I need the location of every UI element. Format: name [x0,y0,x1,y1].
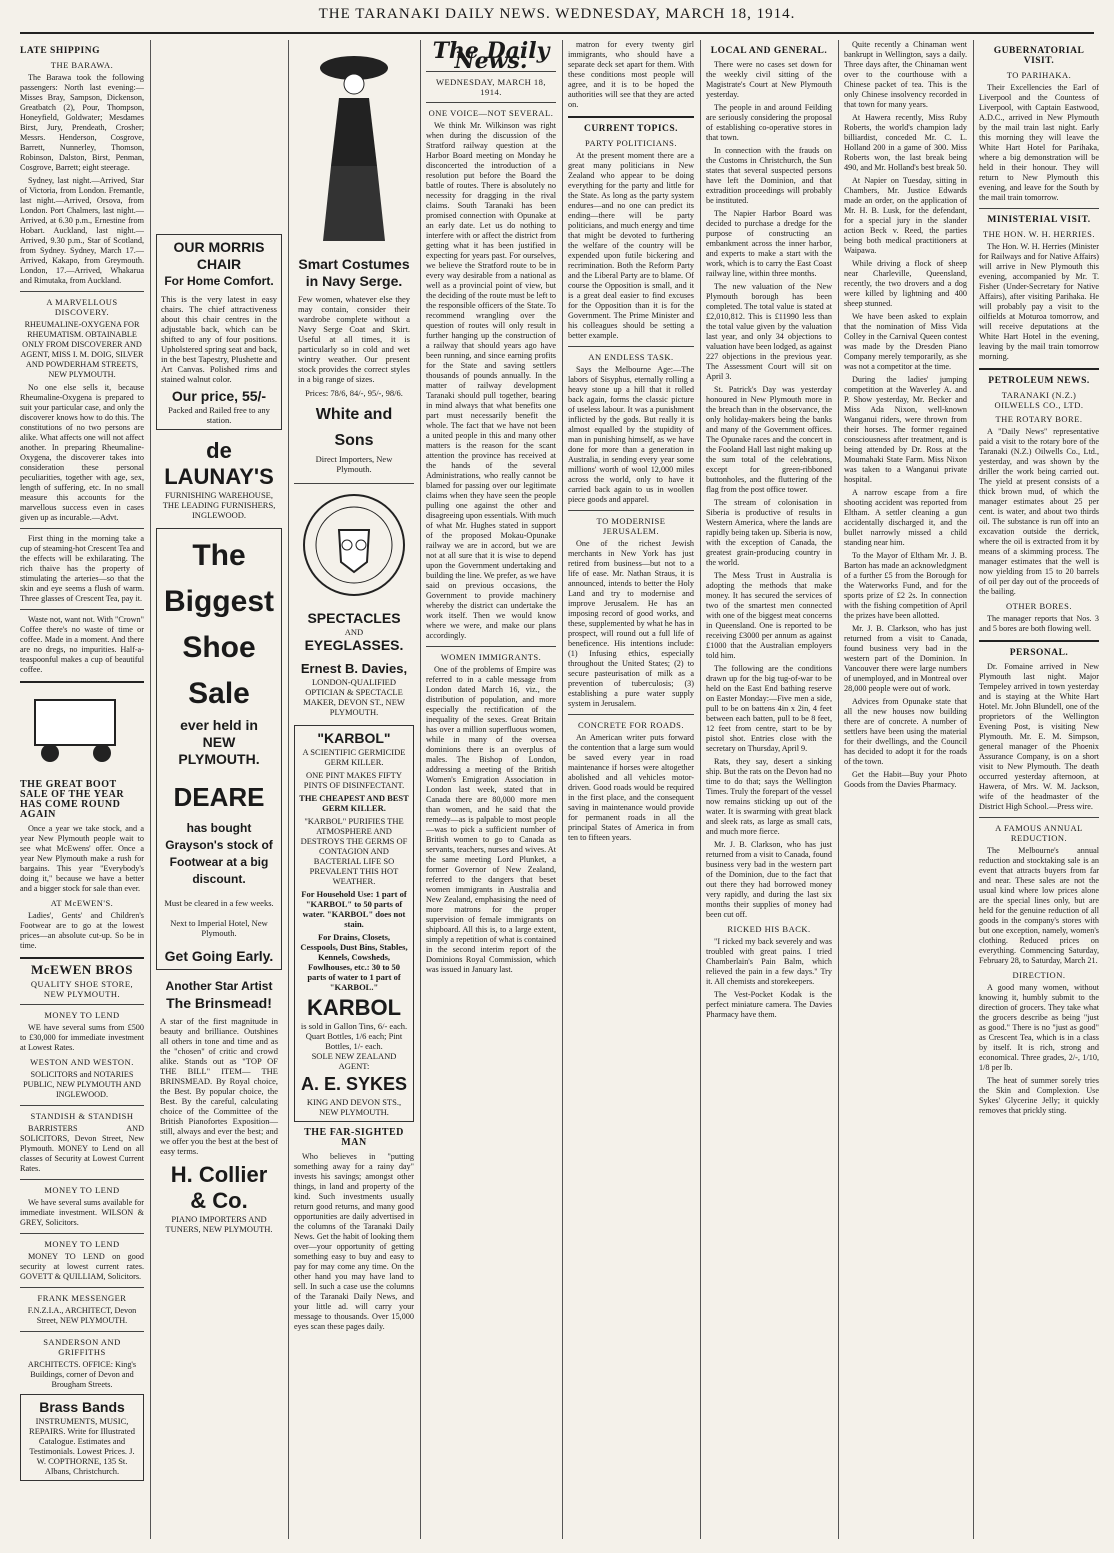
money2-heading: MONEY TO LEND [44,1185,120,1195]
brinsmead-line-1: Another Star Artist [165,979,273,993]
messenger-heading: FRANK MESSENGER [37,1293,127,1303]
karbol-cheap: THE CHEAPEST AND BEST GERM KILLER. [299,793,409,813]
collier-sub: PIANO IMPORTERS AND TUNERS, NEW PLYMOUTH. [165,1214,273,1234]
delaunay-ad [156,434,282,524]
endless-task-text: Says the Melbourne Age:—The labors of Sisyphus, eternally rolling a heavy stone up a hill that it rolled back again, forms the classic picture of useless labour. It was a punishment inflicted by the gods. But really it is almost equalled by the stupidity of man in punishing himself, as we have done for more than a generation in Australia, in sending every year some millions' worth of wool 12,000 miles across the world, only to have it carried back again to us in woollen piece goods and apparel. [568,365,694,504]
column-rule [562,40,563,1539]
karbol-big: KARBOL [306,995,402,1020]
petroleum-sub: TARANAKI (N.Z.) OILWELLS CO., LTD. [994,390,1084,410]
deare-note: Must be cleared in a few weeks. [164,898,274,908]
brass-bands-ad [20,1394,144,1481]
women-immigrants-text: One of the problems of Empire was referred to in a cable message from London dated March 16, viz., the distribution of population, and more especially the rectification of the inequality of the sexes. Great Britain has over a million superfluous women, while in many of the oversea dominions there is an overplus of males. The Bishop of London, addressing a meeting of the British Women's Emigration Association in London last week, stated that in Canada there are 80,000 more men than women, and he said that the remedy—as is palpable to most people—was to pick a sufficient number of British women to go to Canada as servants, teachers, nurses and wives. At the same meeting Lord Plunket, a former Governor of New Zealand, referred to the dangers that beset women immigrants in Australia and New Zealand, emphasising the need of more matrons for the proper supervision of female immigrants on shipboard. All this is, to a large extent, simply a repetition of what is contained in the second interim report of the Dominions Royal Commission, which was issued in January last. [426,665,556,974]
column-rule [150,40,151,1539]
col7-text-top: Quite recently a Chinaman went bankrupt in Wellington, says a daily. Three days after, the Chinaman went over to the courthouse with a Chinese packet of tea. This is the only Chinese insolvency recorded in that town for many years. [844,40,967,109]
biggest-word-3: Shoe [182,631,256,664]
boot-sale-illustration [20,695,130,765]
mcewen-sub: QUALITY SHOE STORE, NEW PLYMOUTH. [30,979,134,999]
waverley-text: During the ladies' jumping competition at the Waverley A. and P. Show yesterday, Mr. Becker and Miss Ada Nixon, well-known Wanganui riders, were thrown from their horses. The former regained consciousness after treatment, and is being attended by Dr. Ross at the Moumahaki State Farm. Miss Nixon was taken to a Wanganui private hospital. [844,375,967,484]
karbol-household: For Household Use: 1 part of "KARBOL" to 50 parts of water. "KARBOL" does not stain. [301,889,407,929]
gubernatorial-heading: GUBERNATORIAL VISIT. [993,46,1085,66]
brass-bands-heading: Brass Bands [39,1399,125,1415]
discovery-text: No one else sells it, because Rheumaline-Oxygena is prepared to suit your particular case, and only the discoverer knows how to do this. The constitutions of no two persons are alike. What affects one will not affect another. In preparing Rheumaline-Oxygena, the discoverer takes into consideration these personal peculiarities, together with age, sex, length of suffering, etc. In no small measure this accounts for the marvellous success even in cases given up as incurable.—Advt. [20,383,144,522]
brass-bands-text: INSTRUMENTS, MUSIC, REPAIRS. Write for Illustrated Catalogue. Estimates and Testimonials. Lowest Prices. J. W. COPTHORNE, 135 St. Albans, Christchurch. [29,1416,135,1476]
reduction-text: The Melbourne's annual reduction and stocktaking sale is an event that attracts buyers from far and near. These sales are not the usual kind where low prices alone are the special lines only, but are held for the genuine reduction of all goods in the company's stores with but one exception, namely, women's clothing. Reduced prices on everything. Commencing Saturday, February 28, to Saturday, March 21. [979,846,1099,965]
opunake-text: Advices from Opunake state that all the new houses now building there are of concrete. A number of settlers have been using the material for their dwellings, and the Council has decided to adopt it for the roads of the town. [844,697,967,766]
deare-address: Next to Imperial Hotel, New Plymouth. [170,918,268,938]
column-6 [706,40,832,1539]
herries-text: The Hon. W. H. Herries (Minister for Railways and for Native Affairs) will arrive in New Plymouth this evening, accompanied by Mr. T. Fisher (Under-Secretary for Native Affairs), after visiting Parihaka. He will probably pay a visit to the oilfields at Moturoa tomorrow, and will receive deputations at the White Hart Hotel in the evening, leaving by the mail train tomorrow morning. [979,242,1099,361]
deare-text-2: discount. [192,872,246,886]
endless-task-heading: AN ENDLESS TASK. [588,352,674,362]
crescent-tea-text: First thing in the morning take a cup of steaming-hot Crescent Tea and the effects will be exhilarating. The rich thaive has the property of stimulating the arteries—so that the skin and eye seems a flush of warm. Three glasses of Crescent Tea, pay it. [20,534,144,603]
boot-sale-text: Once a year we take stock, and a year New Plymouth people wait to see what McEwens' offer. Once a year New Plymouth make a rush for bargains. This year "Everybody's doing it," because we have a better and a bigger stock for sale than ever. [20,824,144,893]
biggest-shoe-sale-ad [156,528,282,970]
weston-text: SOLICITORS and NOTARIES PUBLIC, NEW PLYMOUTH AND INGLEWOOD. [23,1070,141,1099]
lady-costume-illustration [299,46,409,246]
mcewen-bros: McEWEN BROS [31,962,133,977]
other-bores-text: The manager reports that Nos. 3 and 5 bores are both flowing well. [979,614,1099,633]
jerusalem-heading: TO MODERNISE JERUSALEM. [596,516,666,536]
clarkson-text: Mr. J. B. Clarkson, who has just returned from a visit to Canada, found business very bad in the western part of the Dominion. In Vancouver there were large numbers of unemployed, and in Montreal over 28,000 people were out of work. [844,624,967,693]
current-topics-heading: CURRENT TOPICS. [583,124,679,134]
hawera-text: At Hawera recently, Miss Ruby Roberts, the world's champion lady billiardist, conceded Mr. C. L. Holland 200 in a game of 300. Miss Roberts won, the last break being 490, and Mr. Holland's best break 50. [844,113,967,172]
sanderson-heading: SANDERSON AND GRIFFITHS [43,1337,121,1357]
brinsmead-text: A star of the first magnitude in beauty and brilliance. Outshines all others in tone and time and as the "chosen" of critic and crowd alike. Stands out as "TOP OF THE BILL" ITEM— THE BRINSMEAD. By Royal choice, the Best. By popular choice, the Best. By the careful, calculating choice of the Committee of the British Pianofortes Exposition—still, always and ever the best; and we offer you the best at the best of easy terms. [160,1016,278,1156]
column-1 [20,40,144,1539]
paper-title: The Daily News. [432,40,550,74]
karbol-sold: is sold in Gallon Tins, 6/- each. Quart Bottles, 1/6 each; Pint Bottles, 1/- each. [300,1021,408,1051]
herries-heading: THE HON. W. H. HERRIES. [982,229,1096,239]
local-text-7: The stream of colonisation in Siberia is productive of results in Western America, where the lands are rapidly being taken up. Siberia is now, with the exception of Canada, the greatest grain-producing country in the world. [706,498,832,567]
editorial-heading: ONE VOICE—NOT SEVERAL. [428,108,554,118]
boot-sale-heading: THE GREAT BOOT SALE OF THE YEAR HAS COME ROUND AGAIN [20,779,125,820]
column-3 [294,40,414,1539]
money-text: WE have several sums from £500 to £30,000 for immediate investment at Lowest Rates. [20,1023,144,1052]
brinsmead-line-2: The Brinsmead! [166,995,272,1011]
money3-text: MONEY TO LEND on good security at lowest current rates. GOVETT & QUILLIAM, Solicitors. [20,1252,144,1281]
karbol-sub: A SCIENTIFIC GERMICIDE GERM KILLER. [302,747,406,767]
davies-name: Ernest B. Davies, [300,661,408,676]
smart-costumes-ad [294,252,414,478]
karbol-agent: SOLE NEW ZEALAND AGENT: [311,1051,397,1071]
column-5 [568,40,694,1539]
mcewens-line: AT McEWEN'S. [50,898,114,908]
deare-text-1: has bought Grayson's stock of Footwear at a big [165,821,273,869]
biggest-word-2: Biggest [163,585,274,618]
parihaka-heading: TO PARIHAKA. [1006,70,1072,80]
davies-sub: LONDON-QUALIFIED OPTICIAN & SPECTACLE MAKER, DEVON ST., NEW PLYMOUTH. [303,677,405,717]
far-sighted-text: Who believes in "putting something away for a rainy day" invests his savings; amongst other things, in land and property of the kind. Such investments usually return good returns, and many good opportunities are daily advertised in the columns of the Taranaki Daily News. Get the habit of looking them over—your opportunity of getting something easy to buy and easy to pay for may come any time. On the other hand you may have land to sell. In such a case use the columns of the Taranaki Daily News, and your little ad. will carry your message to thousands. Over 15,000 eyes scan these pages daily. [294,1152,414,1331]
issue-date: WEDNESDAY, MARCH 18, 1914. [435,77,547,97]
concrete-roads-heading: CONCRETE FOR ROADS. [577,720,685,730]
column-rule [838,40,839,1539]
delaunay-name: de LAUNAY'S [164,438,274,489]
sykes-sub: KING AND DEVON STS., NEW PLYMOUTH. [306,1097,402,1117]
col5-text-top: matron for every twenty girl immigrants, who should have a separate deck set apart for them. With these conditions most people will agree, and it is to be hoped the authorities will see that they are acted on. [568,40,694,109]
deare-name: DEARE [173,782,265,812]
other-bores-heading: OTHER BORES. [1006,601,1072,611]
editorial-text: We think Mr. Wilkinson was right when during the discussion of the Stratford railway question at the Harbor Board meeting on Monday he disconcerted the introduction of a resolution put before the Board the battle of routes. There is absolutely no necessity for dragging in the rival claims. South Taranaki has been promised connection with Opunake at an early date. Let us do nothing to interfere with or affect the district from getting what it has been justified in expecting for years past. For ourselves, we believe the Stratford route to be in every way desirable from a national as well as a provincial point of view, but the deciding of the route must be left to the responsible officers of the State. To recommend wrangling over the question of routes will only result in further hanging up the construction of a railway that should years ago have been running, and since earning profits for the State and saving settlers thousands of pounds annually. In the matter of railway development Taranaki should pull together, bearing in mind always that what benefits one part must necessarily benefit the whole. The fact that we have not been a united people in this and many other matters is the reason for the scant attention the province has received at the hands of the several Administrations, who really cannot be blamed for passing over our legitimate claims when they have seen the people pulling one against the other and disagreeing upon essentials. With much of what Mr. Hughes stated in support of the proposed Mokau-Opunake railway we are in accord, but we are not at all sure that it is wise to depend upon the Government undertaking and building the line. We prefer, as we have said on previous occasions, the Government to provide machinery whereby the district can undertake the work itself. Then we would know where we were, and make our plans accordingly. [426,121,556,640]
party-politicians-heading: PARTY POLITICIANS. [585,138,677,148]
column-4 [426,40,556,1539]
money3-heading: MONEY TO LEND [44,1239,120,1249]
local-text-5: The new valuation of the New Plymouth borough has been completed. The total value is stated at £2,010,812. This is £11990 less than the total value given by the valuation last year, and only 34 objections to valuation have been lodged, as against 227 objections in the previous year. The Assessment Court will sit on April 3. [706,282,832,381]
local-text-3: In connection with the frauds on the Customs in Christchurch, the Sun states that several suspected persons have left the Dominion, and that extradition proceedings will probably be instituted. [706,146,832,205]
column-7 [844,40,967,1539]
collier-name: H. Collier & Co. [170,1162,268,1213]
local-text-1: There were no cases set down for the weekly civil sitting of the Magistrate's Court at New Plymouth yesterday. [706,60,832,99]
shipping-text: Sydney, last night.—Arrived, Star of Victoria, from London. Fremantle, last night.—Arrived, Orsova, from London. Port Chalmers, last night.—Arrived, at 6.30 p.m., Ernestine from Hobart. Auckland, last night.—Arrived, 9.30 p.m., Star of Scotland, from Sydney. Sydney, March 17.—Arrived, Kakapo, from Greymouth. London, 17.—Arrived, Whakarua and Rimutaka, from Auckland. [20,176,144,285]
local-general-heading: LOCAL AND GENERAL. [710,46,828,56]
karbol-heading: "KARBOL" [317,730,391,746]
money2-text: We have several sums available for immediate investment. WILSON & GREY, Solicitors. [20,1198,144,1227]
morris-sub: For Home Comfort. [164,274,274,288]
eltham-text: A narrow escape from a fire shooting accident was reported from Eltham. A settler cleaning a gun accidentally discharged it, and the bullet narrowly missed a child standing near him. [844,488,967,547]
rotary-bore-heading: THE ROTARY BORE. [995,414,1083,424]
white-sons-sub: Direct Importers, New Plymouth. [315,454,393,474]
ricked-back-heading: RICKED HIS BACK. [727,924,811,934]
column-rule [700,40,701,1539]
sanderson-sub: ARCHITECTS. OFFICE: King's Buildings, corner of Devon and Brougham Streets. [27,1360,137,1389]
smart-text: Few women, whatever else they may contain, consider their wardrobe complete without a Navy Serge Coat and Skirt. Useful at all times, it is particularly so in cold and wet wintry weather. Our present stock provides the correct styles in a big range of sizes. [298,294,410,384]
sunburn-text: The heat of summer sorely tries the Skin and Complexion. Use Sykes' Glycerine Jelly; it quickly removes that prickly sting. [979,1076,1099,1115]
kodak-text: The Vest-Pocket Kodak is the perfect miniature camera. The Davies Pharmacy have them. [706,990,832,1019]
personal-text: Dr. Fomaine arrived in New Plymouth last night. Major Tempeley arrived in town yesterday and is staying at the White Hart Hotel. Mr. John Blundell, one of the proprietors of the Wellington Evening Post, is visiting New Plymouth. Mr. E. M. Simpson, general manager of the Phoenix Assurance Company, is on a short visit to New Plymouth. The death occurred yesterday afternoon, at Hawera, of Mrs. W. M. Jackson, wife of the headmaster of the District High School.—Press wire. [979,662,1099,811]
local-text-11: Mr. J. B. Clarkson, who has just returned from a visit to Canada, found business very bad in the western part of the Dominion, due to the fact that out there they had borrowed money very rapidly, and during the last six months their supplies of money had been cut off. [706,840,832,919]
karbol-drains: For Drains, Closets, Cesspools, Dust Bins, Stables, Kennels, Cowsheds, Fowlhouses, etc.: 30 to 50 parts of water to 1 part of "KARBOL." [300,932,408,992]
karbol-ad [294,725,414,1122]
biggest-word-4: Sale [188,677,250,710]
party-politicians-text: At the present moment there are a great many politicians in New Zealand who appear to be doing everything for the party and little for the State. As long as the party system endures—and no one can predict its ending—there will be party politicians, and much energy and time that might be devoted to furthering the welfare of the country will be expended upon futile bickering and recrimination. Both the Reform Party and the Liberal Party are to blame. Of course the Opposition is small, and it is a great deal easier to find excuses for the Opposition than it is for the Government. The Prime Minister and his colleagues should be setting a better example. [568,151,694,340]
column-rule [973,40,974,1539]
masthead [0,6,1114,36]
spectacle-makers-seal [299,490,409,600]
delaunay-sub: FURNISHING WAREHOUSE, THE LEADING FURNISHERS, INGLEWOOD. [162,490,276,520]
jerusalem-text: One of the richest Jewish merchants in New York has just retired from business—but not to a life of ease. Mr. Nathan Straus, it is announced, intends to better the Holy Land and try to modernise and improve Jerusalem. He has an imposing record of good works, and these, supplemented by what he has in prospect, will round out a full life of beneficence. His intentions include: (1) Infusing ethics, especially throughout the United States; (2) to secure pasteurisation of milk as a prevention of tuberculosis; (3) establishing a pure water supply system in Jerusalem. [568,539,694,708]
local-text-9: The following are the conditions drawn up for the big tug-of-war to be held on the East End bathing reserve on Easter Monday:—Five men a side, pull to be on battens 4in x 2in, 4 feet between each batten, pull to be 8 feet, 12 feet from centre, start to be by pistol shot. Entries close with the secretary on Thursday, April 9. [706,664,832,753]
column-8 [979,40,1099,1539]
local-text-8: The Mess Trust in Australia is adopting the methods that make money. It has secured the services of two of the smartest men connected with one of the biggest meat concerns in Queensland. One is reported to be receiving £3000 per annum as against £1000 that the Australian employers told him. [706,571,832,660]
discovery-heading: A MARVELLOUS DISCOVERY. [46,297,118,317]
barton-text: To the Mayor of Eltham Mr. J. B. Barton has made an acknowledgment of a further £5 from the Borough for the Waterworks Fund, and for the sports prize of £2 2s. In connection with the fishing competition of April the prizes have been allotted. [844,551,967,620]
barawa-heading: THE BARAWA. [50,60,114,70]
sykes-name: A. E. SYKES [300,1074,408,1094]
petroleum-heading: PETROLEUM NEWS. [988,376,1090,386]
ricked-back-text: "I ricked my back severely and was troubled with great pains. I tried Chamberlain's Pain Balm, which relieved the pain in a few days." Try it. All chemists and storekeepers. [706,937,832,986]
local-text-10: Rats, they say, desert a sinking ship. But the rats on the Devon had no time to do that; says the Wellington Times. Truly the forepart of the vessel now remains sticking up out of the water. It is swarming with great black and sleek rats, as large as small cats, and much more fierce. [706,757,832,836]
morris-heading: OUR MORRIS CHAIR [173,239,265,272]
column-2 [156,40,282,1539]
ministerial-heading: MINISTERIAL VISIT. [987,215,1091,225]
late-shipping-heading: LATE SHIPPING [20,46,100,56]
local-text-2: The people in and around Feilding are seriously considering the proposal of establishing co-operative stores in that town. [706,103,832,142]
morris-price: Our price, 55/- [171,388,267,404]
direction-heading: DIRECTION. [1012,970,1066,980]
barawa-text: The Barawa took the following passengers: North last evening:—Misses Bray, Sampson, Dickenson, Greatbatch (2), Pour, Thompson, Honeyfield, Goldwater; Mesdames Birst, Jury, Prendeath, Crosher; Messrs. Henderson, Cosgrove, Barrett, Nunnerley, Thomson, Robinson, Dalston, Birst, Penman, Cosgrove, Barrett; eight steerage. [20,73,144,172]
biggest-word-1: The [192,539,246,572]
discovery-sub: RHEUMALINE-OXYGENA FOR RHEUMATISM. OBTAINABLE ONLY FROM DISCOVERER AND AGENT, MISS I. M. DOIG, SILVER AND POWDERHAM STREETS, NEW PLYMOUTH. [20,320,144,379]
weston-heading: WESTON AND WESTON. [30,1057,134,1067]
karbol-text: "KARBOL" PURIFIES THE ATMOSPHERE AND DESTROYS THE GERMS OF CONTAGION AND BACTERIAL LIFE SO PREVALENT THIS HOT WEATHER. [300,816,408,886]
photo-goods-text: Get the Habit—Buy your Photo Goods from the Davies Pharmacy. [844,770,967,789]
spectacles-ad [294,606,414,721]
women-immigrants-heading: WOMEN IMMIGRANTS. [440,652,542,662]
napier-text: At Napier on Tuesday, sitting in Chambers, Mr. Justice Edwards made an order, on the application of Mr. H. B. Lusk, for the defendant, for a special jury in the slander action Beck v. Reed, the parties being both medical practitioners at Waipawa. [844,176,967,255]
crown-coffee-text: Waste not, want not. With "Crown" Coffee there's no waste of time or coffee. Made in a moment. And there are no dregs, no impurities. Half-a-teaspoonful makes a cup of beautiful coffee. [20,615,144,674]
smart-prices: Prices: 78/6, 84/-, 95/-, 98/6. [305,388,403,398]
smart-line-1: Smart Costumes [298,256,410,272]
smart-line-2: in Navy Serge. [305,273,403,289]
get-going-early: Get Going Early. [164,948,274,964]
mcewens-text: Ladies', Gents' and Children's Footwear are to go at the lowest prices—an absolute cut-up. So be in time. [20,911,144,950]
personal-heading: PERSONAL. [1009,648,1069,658]
standish-text: BARRISTERS AND SOLICITORS, Devon Street, New Plymouth. MONEY to Lend on all classes of Security at Lowest Current Rates. [20,1124,144,1173]
local-text-4: The Napier Harbor Board was decided to purchase a dredge for the purpose of constructing an embankment across the inner harbor, and experts to make a start with the work, which is to carry the East Coast railway line, within three months. [706,209,832,278]
morris-chair-ad [156,234,282,430]
morris-text: This is the very latest in easy chairs. The chief attractiveness about this chair centres in the adjustable back, which can be shifted to any of four positions. Upholstered spring seat and back, in the best Tapestry, Plushette and Art Canvas. Polished rims and stained walnut color. [161,294,277,384]
concrete-roads-text: An American writer puts forward the contention that a large sum would be saved every year in road maintenance if horses were altogether abolished and all vehicles motor-driven. Good roads would be required in the first place, and the consequent saving in maintenance would provide for permanent roads in all the principal States of America in from ten to fifteen years. [568,733,694,842]
biggest-word-6: NEW PLYMOUTH. [178,734,260,767]
nominated-text: We have been asked to explain that the nomination of Miss Vida Colley in the Carnival Queen contest was made by the Dresden Piano Company merely temporarily, as she was not a competitor at the time. [844,312,967,371]
far-sighted-heading: THE FAR-SIGHTED MAN [304,1127,404,1148]
sheep-text: While driving a flock of sheep near Charleville, Queensland, recently, the two drovers and a dog were killed by lightning and 400 sheep stunned. [844,259,967,308]
messenger-sub: F.N.Z.I.A., ARCHITECT, Devon Street, NEW PLYMOUTH. [27,1306,137,1325]
spectacles-word: SPECTACLES [307,610,401,626]
karbol-pint: ONE PINT MAKES FIFTY PINTS OF DISINFECTANT. [303,770,405,790]
petroleum-text: A "Daily News" representative paid a visit to the rotary bore of the Taranaki (N.Z.) Oilwells Co., Ltd., yesterday, and was shown by the driller the work being carried out. The yield at present consists of a thick brown mud, of which the manager estimates about 25 per cent. is water, and about two thirds oil. The substance is run off into an excavation outside the derrick, where the oil is extracted from it by means of a skimming process. The manager estimates that the well is now yielding from 15 to 20 barrels of oil per day out of the proceeds of the bailing. [979,427,1099,596]
masthead-rule [20,32,1094,34]
eyeglasses-word: EYEGLASSES. [304,637,404,653]
brinsmead-ad [156,974,282,1238]
morris-note: Packed and Railed free to any station. [168,405,270,425]
money-heading: MONEY TO LEND [44,1010,120,1020]
column-rule [420,40,421,1539]
and-word: AND [344,627,364,637]
column-rule [288,40,289,1539]
masthead-title: THE TARANAKI DAILY NEWS. WEDNESDAY, MARCH 18, 1914. [318,6,796,22]
direction-text: A good many women, without knowing it, humbly submit to the direction of grocers. They take what the grocers describe as being "just as good." There is no "just as good" as Crescent Tea, which is in a class by itself. It is rich, strong and economical. Three grades, 2/-, 1/10, 1/8 per lb. [979,983,1099,1072]
biggest-word-5: ever held in [180,717,258,733]
white-sons-name: White and Sons [315,406,393,449]
reduction-heading: A FAMOUS ANNUAL REDUCTION. [995,823,1083,843]
local-text-6: St. Patrick's Day was yesterday honoured in New Plymouth more in the breach than in the observance, the only holiday-makers being the banks and many of the Government offices. The Opunake races and the concert in the Fooland Hall last night making up the sum total of the celebrations, except for green-ribboned buttonholes, and the fluttering of the flag from the post office tower. [706,385,832,494]
gubernatorial-text: Their Excellencies the Earl of Liverpool and the Countess of Liverpool, with Captain Eastwood, A.D.C., arrived in New Plymouth by the mail train last night. Early this morning they will leave the White Hart Hotel for Parihaka, where a big demonstration will be held in their honour. They will return to New Plymouth this evening, and leave for the South by the mail train tomorrow. [979,83,1099,202]
standish-heading: STANDISH & STANDISH [30,1111,134,1121]
